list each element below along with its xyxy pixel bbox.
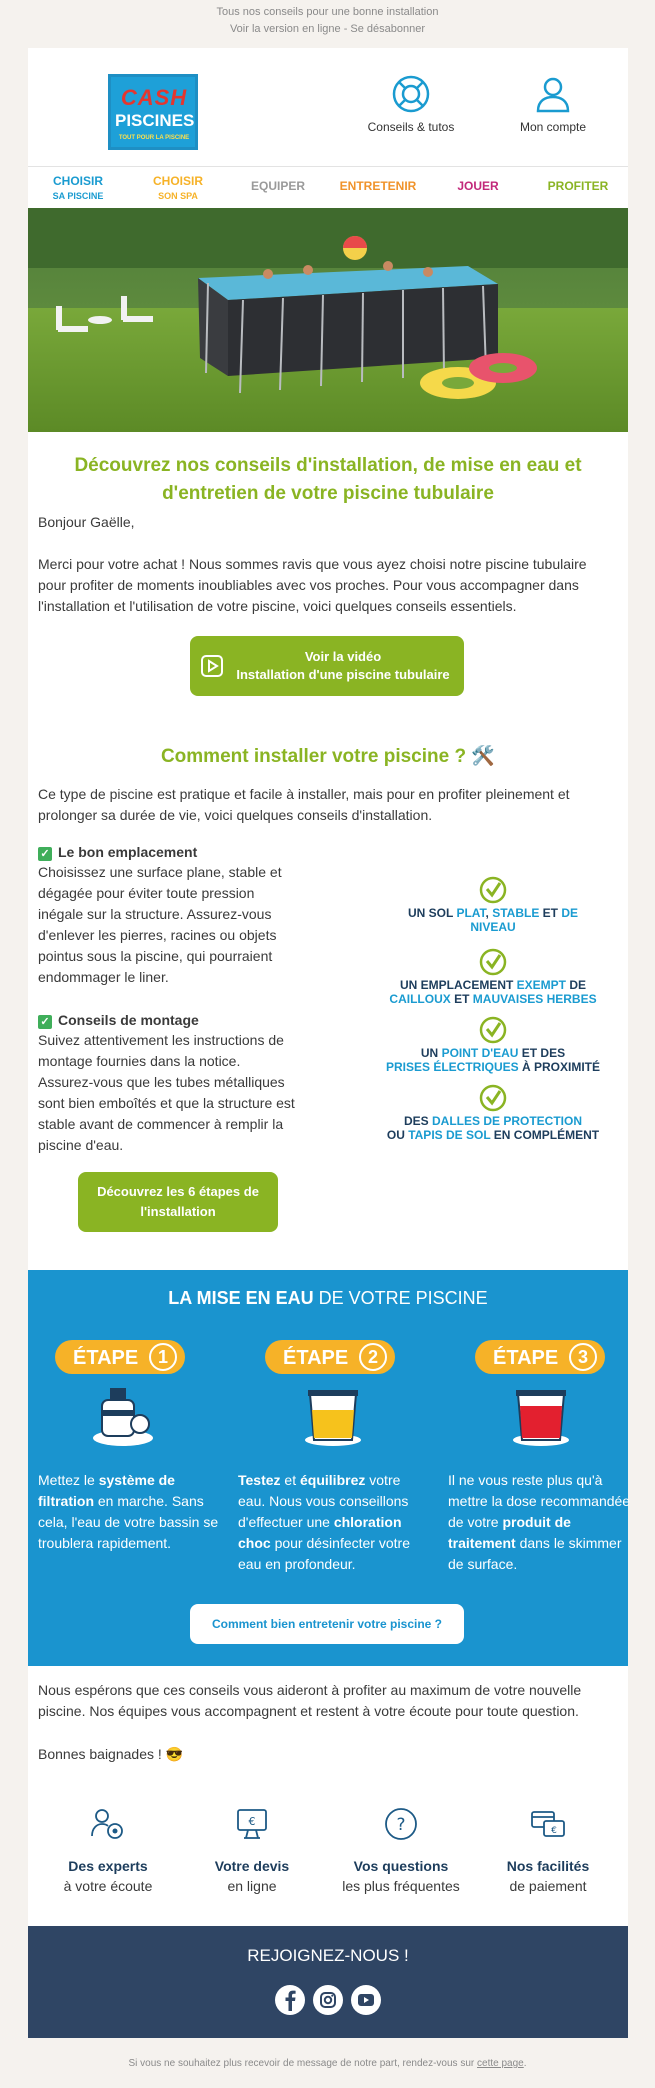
main-nav: [28, 166, 628, 208]
nav-item-4[interactable]: [428, 180, 528, 192]
badge-line: [373, 1114, 613, 1128]
unsubscribe-link[interactable]: Se désabonner: [350, 23, 426, 35]
text-run: pour désinfecter votre eau en profondeur.: [238, 1535, 410, 1572]
step-3-text: [448, 1470, 633, 1575]
badge-text: CAILLOUX: [389, 992, 451, 1006]
badge-text: EXEMPT: [516, 978, 566, 992]
badge-text: UN EMPLACEMENT: [399, 978, 517, 992]
text-run: Il ne vous reste plus qu'à mettre la dose recommandée de votre: [448, 1472, 631, 1530]
instagram-icon[interactable]: [312, 1984, 344, 2016]
badge-text: UN SOL: [407, 906, 457, 920]
check-circle-icon: [479, 876, 507, 904]
text-bold: système de filtration: [38, 1472, 175, 1509]
feature-faq[interactable]: [331, 1806, 471, 1896]
account-label: Mon compte: [519, 120, 587, 134]
user-icon: [533, 74, 573, 114]
nav-item-3[interactable]: [328, 180, 428, 192]
video-button-line2: Installation d'une piscine tubulaire: [236, 667, 450, 682]
preheader: [0, 4, 655, 38]
text-run: votre eau. Nous vous conseillons d'effectuer une: [238, 1472, 409, 1530]
tips-label: Conseils & tutos: [367, 120, 455, 134]
hero-image: [28, 208, 628, 432]
tip-assembly: [38, 1010, 308, 1156]
nav-item-label: CHOISIR: [152, 174, 203, 188]
feature-sub: en ligne: [227, 1878, 277, 1894]
social-title: REJOIGNEZ-NOUS !: [247, 1946, 409, 1965]
feature-quote[interactable]: [182, 1806, 322, 1896]
payment-icon: [530, 1806, 566, 1842]
text-bold: équilibrez: [300, 1472, 366, 1488]
step-number: 2: [359, 1343, 387, 1371]
yellow-test-jar-icon: [298, 1380, 368, 1450]
feature-experts[interactable]: [38, 1806, 178, 1896]
cash-piscines-logo[interactable]: [108, 74, 198, 150]
badge-text: OU: [386, 1128, 409, 1142]
nav-item-5[interactable]: [528, 180, 628, 192]
step-1-badge: [55, 1340, 185, 1374]
nav-item-sublabel: SA PISCINE: [52, 191, 104, 201]
step-2-text: [238, 1470, 423, 1575]
youtube-icon[interactable]: [350, 1984, 382, 2016]
badge-line: [373, 1128, 613, 1142]
greeting: Bonjour Gaëlle,: [38, 514, 135, 530]
badge-text: POINT D'EAU: [441, 1046, 519, 1060]
preheader-links: [0, 21, 655, 38]
feature-title: Vos questions: [353, 1858, 449, 1874]
footer-text: Si vous ne souhaitez plus recevoir de message de notre part, rendez-vous sur: [128, 2058, 478, 2069]
check-icon: ✓: [38, 847, 52, 861]
feature-sub: les plus fréquentes: [342, 1878, 460, 1894]
step-2-badge: [265, 1340, 395, 1374]
badge-3: [373, 1084, 613, 1142]
badge-text: UN: [420, 1046, 442, 1060]
lifebuoy-icon: [391, 74, 431, 114]
nav-item-sublabel: SON SPA: [158, 191, 198, 201]
step-number: 1: [149, 1343, 177, 1371]
badge-line: [373, 992, 613, 1006]
nav-item-2[interactable]: [228, 180, 328, 192]
badge-text: DE: [566, 978, 587, 992]
footer-end: .: [523, 2058, 527, 2069]
badge-2: [373, 1016, 613, 1074]
quote-icon: [234, 1806, 270, 1842]
nav-item-label: EQUIPER: [250, 179, 305, 193]
step-3-badge: [475, 1340, 605, 1374]
text-run: et: [280, 1472, 301, 1488]
closing-section: [28, 1666, 628, 1926]
feature-payment[interactable]: [478, 1806, 618, 1896]
maintenance-button[interactable]: Comment bien entretenir votre piscine ?: [190, 1604, 464, 1644]
badge-text: DE: [561, 906, 579, 920]
install-title: Comment installer votre piscine ? 🛠️: [160, 746, 496, 767]
badge-text: À PROXIMITÉ: [518, 1060, 601, 1074]
feature-title: Votre devis: [214, 1858, 290, 1874]
badge-line: [373, 978, 613, 992]
badge-text: MAUVAISES HERBES: [472, 992, 597, 1006]
online-version-link[interactable]: Voir la version en ligne: [229, 23, 341, 35]
text-bold: Testez: [238, 1472, 281, 1488]
badge-text: ET DES: [518, 1046, 566, 1060]
nav-item-label: ENTRETENIR: [339, 179, 417, 193]
water-title-bold: LA MISE EN EAU: [168, 1288, 314, 1308]
closing-paragraph: Nous espérons que ces conseils vous aideront à profiter au maximum de votre nouvelle piscine. Nos équipes vous accompagnent et restent à votre écoute pour toute question.: [38, 1682, 582, 1719]
tip-location: [38, 842, 308, 988]
text-bold: chloration choc: [238, 1514, 402, 1551]
tip-assembly-title: Conseils de montage: [58, 1012, 199, 1028]
badge-text: ET: [450, 992, 473, 1006]
badge-text: NIVEAU: [470, 920, 516, 934]
text-bold: produit de traitement: [448, 1514, 571, 1551]
video-button-line1: Voir la vidéo: [304, 649, 382, 664]
step-number: 3: [569, 1343, 597, 1371]
logo-tagline: TOUT POUR LA PISCINE: [118, 135, 190, 141]
header: [28, 48, 628, 166]
check-circle-icon: [479, 1016, 507, 1044]
separator: -: [340, 23, 351, 35]
svg-text:?: ?: [396, 1815, 406, 1835]
tips-link[interactable]: [346, 74, 476, 134]
nav-item-0[interactable]: [28, 175, 128, 202]
water-title: [28, 1288, 628, 1309]
feature-sub: de paiement: [509, 1878, 587, 1894]
check-circle-icon: [479, 1084, 507, 1112]
account-link[interactable]: [488, 74, 618, 134]
play-icon: [200, 654, 224, 678]
badge-line: [373, 1046, 613, 1060]
badge-text: PRISES ÉLECTRIQUES: [385, 1060, 519, 1074]
step-1-text: [38, 1470, 223, 1554]
badge-text: STABLE: [492, 906, 540, 920]
footer-notice: [0, 2058, 655, 2069]
preheader-line: Tous nos conseils pour une bonne installation: [216, 6, 439, 18]
experts-icon: [90, 1806, 126, 1842]
tip-location-text: Choisissez une surface plane, stable et dégagée pour éviter toute pression inégale sur la structure. Assurez-vous d'enlever les pierres, racines ou objets pointus sous la piscine, qui pourraient endommager le liner.: [38, 864, 282, 985]
red-treatment-jar-icon: [506, 1380, 576, 1450]
intro-title: Découvrez nos conseils d'installation, de mise en eau et d'entretien de votre piscine tubulaire: [74, 455, 582, 504]
feature-title: Des experts: [68, 1858, 148, 1874]
pool-photo: [28, 208, 628, 432]
text-run: en marche. Sans cela, l'eau de votre bassin se troublera rapidement.: [38, 1493, 219, 1551]
tip-assembly-text: Suivez attentivement les instructions de montage fournies dans la notice. Assurez-vous que les tubes métalliques sont bien emboîtés et que la structure est stable avant de commencer à remplir la piscine d'eau.: [38, 1032, 295, 1153]
facebook-icon[interactable]: [274, 1984, 306, 2016]
install-section: [28, 432, 628, 1270]
step-label: ÉTAPE: [283, 1347, 349, 1369]
check-icon: ✓: [38, 1015, 52, 1029]
badge-text: EN COMPLÉMENT: [490, 1128, 600, 1142]
install-steps-button[interactable]: Découvrez les 6 étapes de l'installation: [78, 1172, 278, 1232]
install-intro: Ce type de piscine est pratique et facile à installer, mais pour en profiter pleinement et prolonger sa durée de vie, voici quelques conseils d'installation.: [38, 786, 570, 823]
badge-text: ET: [539, 906, 562, 920]
step-label: ÉTAPE: [493, 1347, 559, 1369]
text-run: Mettez le: [38, 1472, 99, 1488]
footer-link[interactable]: cette page: [477, 2058, 524, 2069]
video-button[interactable]: [190, 636, 464, 696]
feature-sub: à votre écoute: [63, 1878, 153, 1894]
tip-location-title: Le bon emplacement: [58, 844, 198, 860]
badge-text: PLAT: [456, 906, 486, 920]
water-title-rest: DE VOTRE PISCINE: [313, 1288, 488, 1308]
signoff: Bonnes baignades ! 😎: [38, 1746, 184, 1762]
water-section: [28, 1270, 631, 1666]
logo-word-2: PISCINES: [115, 111, 195, 130]
text-run: dans le skimmer de surface.: [448, 1535, 622, 1572]
badge-line: [373, 1060, 613, 1074]
badge-text: TAPIS DE SOL: [408, 1128, 491, 1142]
intro-paragraph: Merci pour votre achat ! Nous sommes ravis que vous ayez choisi notre piscine tubulaire pour profiter de moments inoubliables avec vos proches. Pour vous accompagner dans l'installation et l'utilisation de votre piscine, voici quelques conseils essentiels.: [38, 556, 587, 614]
svg-text:€: €: [551, 1826, 557, 1836]
badge-0: [373, 876, 613, 934]
logo-word-1: CASH: [120, 85, 188, 110]
svg-text:€: €: [248, 1815, 256, 1828]
social-section: [28, 1926, 628, 2038]
badge-1: [373, 948, 613, 1006]
check-circle-icon: [479, 948, 507, 976]
filter-pump-icon: [88, 1380, 158, 1450]
badge-text: DALLES DE PROTECTION: [432, 1114, 583, 1128]
nav-item-label: CHOISIR: [52, 174, 103, 188]
nav-item-label: JOUER: [457, 179, 499, 193]
badge-line: [373, 906, 613, 920]
nav-item-label: PROFITER: [547, 179, 609, 193]
feature-title: Nos facilités: [506, 1858, 590, 1874]
badge-text: ,: [485, 906, 493, 920]
badge-line: [373, 920, 613, 934]
nav-item-1[interactable]: [128, 175, 228, 202]
question-icon: [383, 1806, 419, 1842]
badge-text: DES: [403, 1114, 432, 1128]
step-label: ÉTAPE: [73, 1347, 139, 1369]
